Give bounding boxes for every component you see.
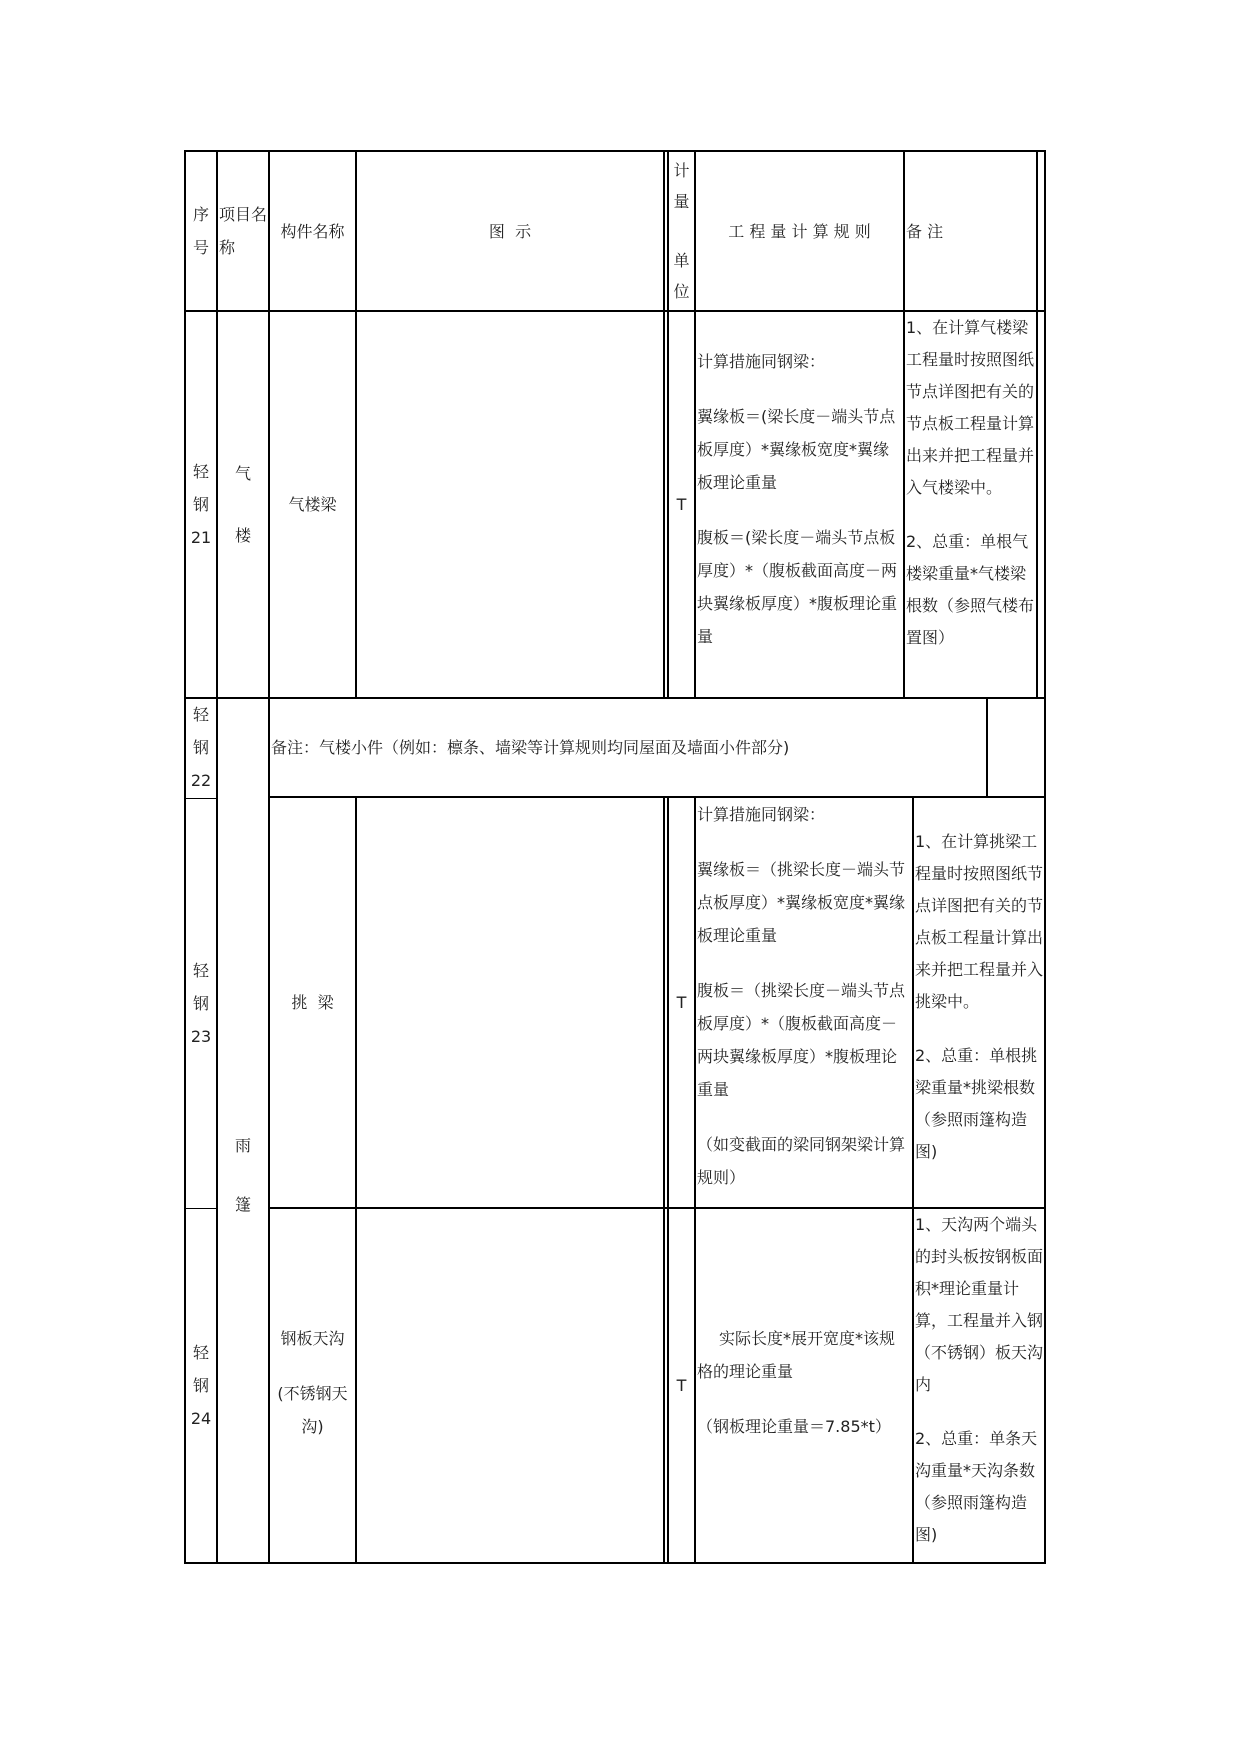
header-seq: 序 号 [192, 205, 209, 257]
row23-calc-rule: 计算措施同钢梁： 翼缘板＝（挑梁长度－端头节点板厚度）*翼缘板宽度*翼缘板理论重量 腹板＝（挑梁长度－端头节点板厚度）*（腹板截面高度－两块翼缘板厚度）*腹板理论重量 （如变截面的梁同钢架梁计算规则） [697, 805, 906, 1187]
row23-diagram [357, 798, 663, 1207]
header-note: 备 注 [906, 221, 944, 241]
header-calc-rule: 工 程 量 计 算 规 则 [728, 221, 871, 241]
row23-seq: 轻 钢 23 [190, 961, 212, 1046]
row23-unit: T [676, 993, 687, 1012]
row24-diagram [357, 1209, 663, 1562]
row21-note: 1、在计算气楼梁工程量时按照图纸节点详图把有关的节点板工程量计算出来并把工程量并入气楼梁中。 2、总重：单根气楼梁重量*气楼梁根数（参照气楼布置图） [906, 318, 1035, 647]
row23-component-name: 挑 梁 [291, 993, 334, 1012]
row24-component-name: 钢板天沟 (不锈钢天沟) [277, 1329, 348, 1436]
row24-calc-rule: 实际长度*展开宽度*该规格的理论重量 （钢板理论重量＝7.85*t） [697, 1329, 896, 1436]
header-component-name: 构件名称 [280, 221, 345, 241]
header-project-name: 项目名 称 [219, 205, 268, 257]
row21-diagram [357, 312, 663, 697]
row21-calc-rule: 计算措施同钢梁： 翼缘板＝(梁长度－端头节点板厚度）*翼缘板宽度*翼缘板理论重量 腹板＝(梁长度－端头节点板厚度）*（腹板截面高度－两块翼缘板厚度）*腹板理论重量 [697, 352, 898, 646]
row21-component-name: 气楼梁 [288, 495, 337, 514]
row22-seq: 轻 钢 22 [190, 705, 212, 790]
row24-unit: T [676, 1376, 687, 1395]
header-unit: 计 量 单 位 [673, 161, 690, 301]
header-diagram: 图 示 [488, 221, 532, 241]
row21-project-name: 气 楼 [234, 464, 251, 545]
row21-seq: 轻 钢 21 [190, 462, 212, 547]
row21-unit: T [676, 495, 687, 514]
row23-note: 1、在计算挑梁工程量时按照图纸节点详图把有关的节点板工程量计算出来并把工程量并入挑梁中。 2、总重：单根挑梁重量*挑梁根数（参照雨篷构造图) [915, 832, 1044, 1161]
row24-seq: 轻 钢 24 [190, 1343, 212, 1428]
rain-canopy-group-label: 雨 篷 [234, 1136, 251, 1214]
row24-note: 1、天沟两个端头的封头板按钢板面积*理论重量计算，工程量并入钢（不锈钢）板天沟内 2、总重：单条天沟重量*天沟条数（参照雨篷构造图) [915, 1215, 1044, 1544]
row22-remark: 备注：气楼小件（例如：檩条、墙梁等计算规则均同屋面及墙面小件部分) [271, 738, 790, 757]
